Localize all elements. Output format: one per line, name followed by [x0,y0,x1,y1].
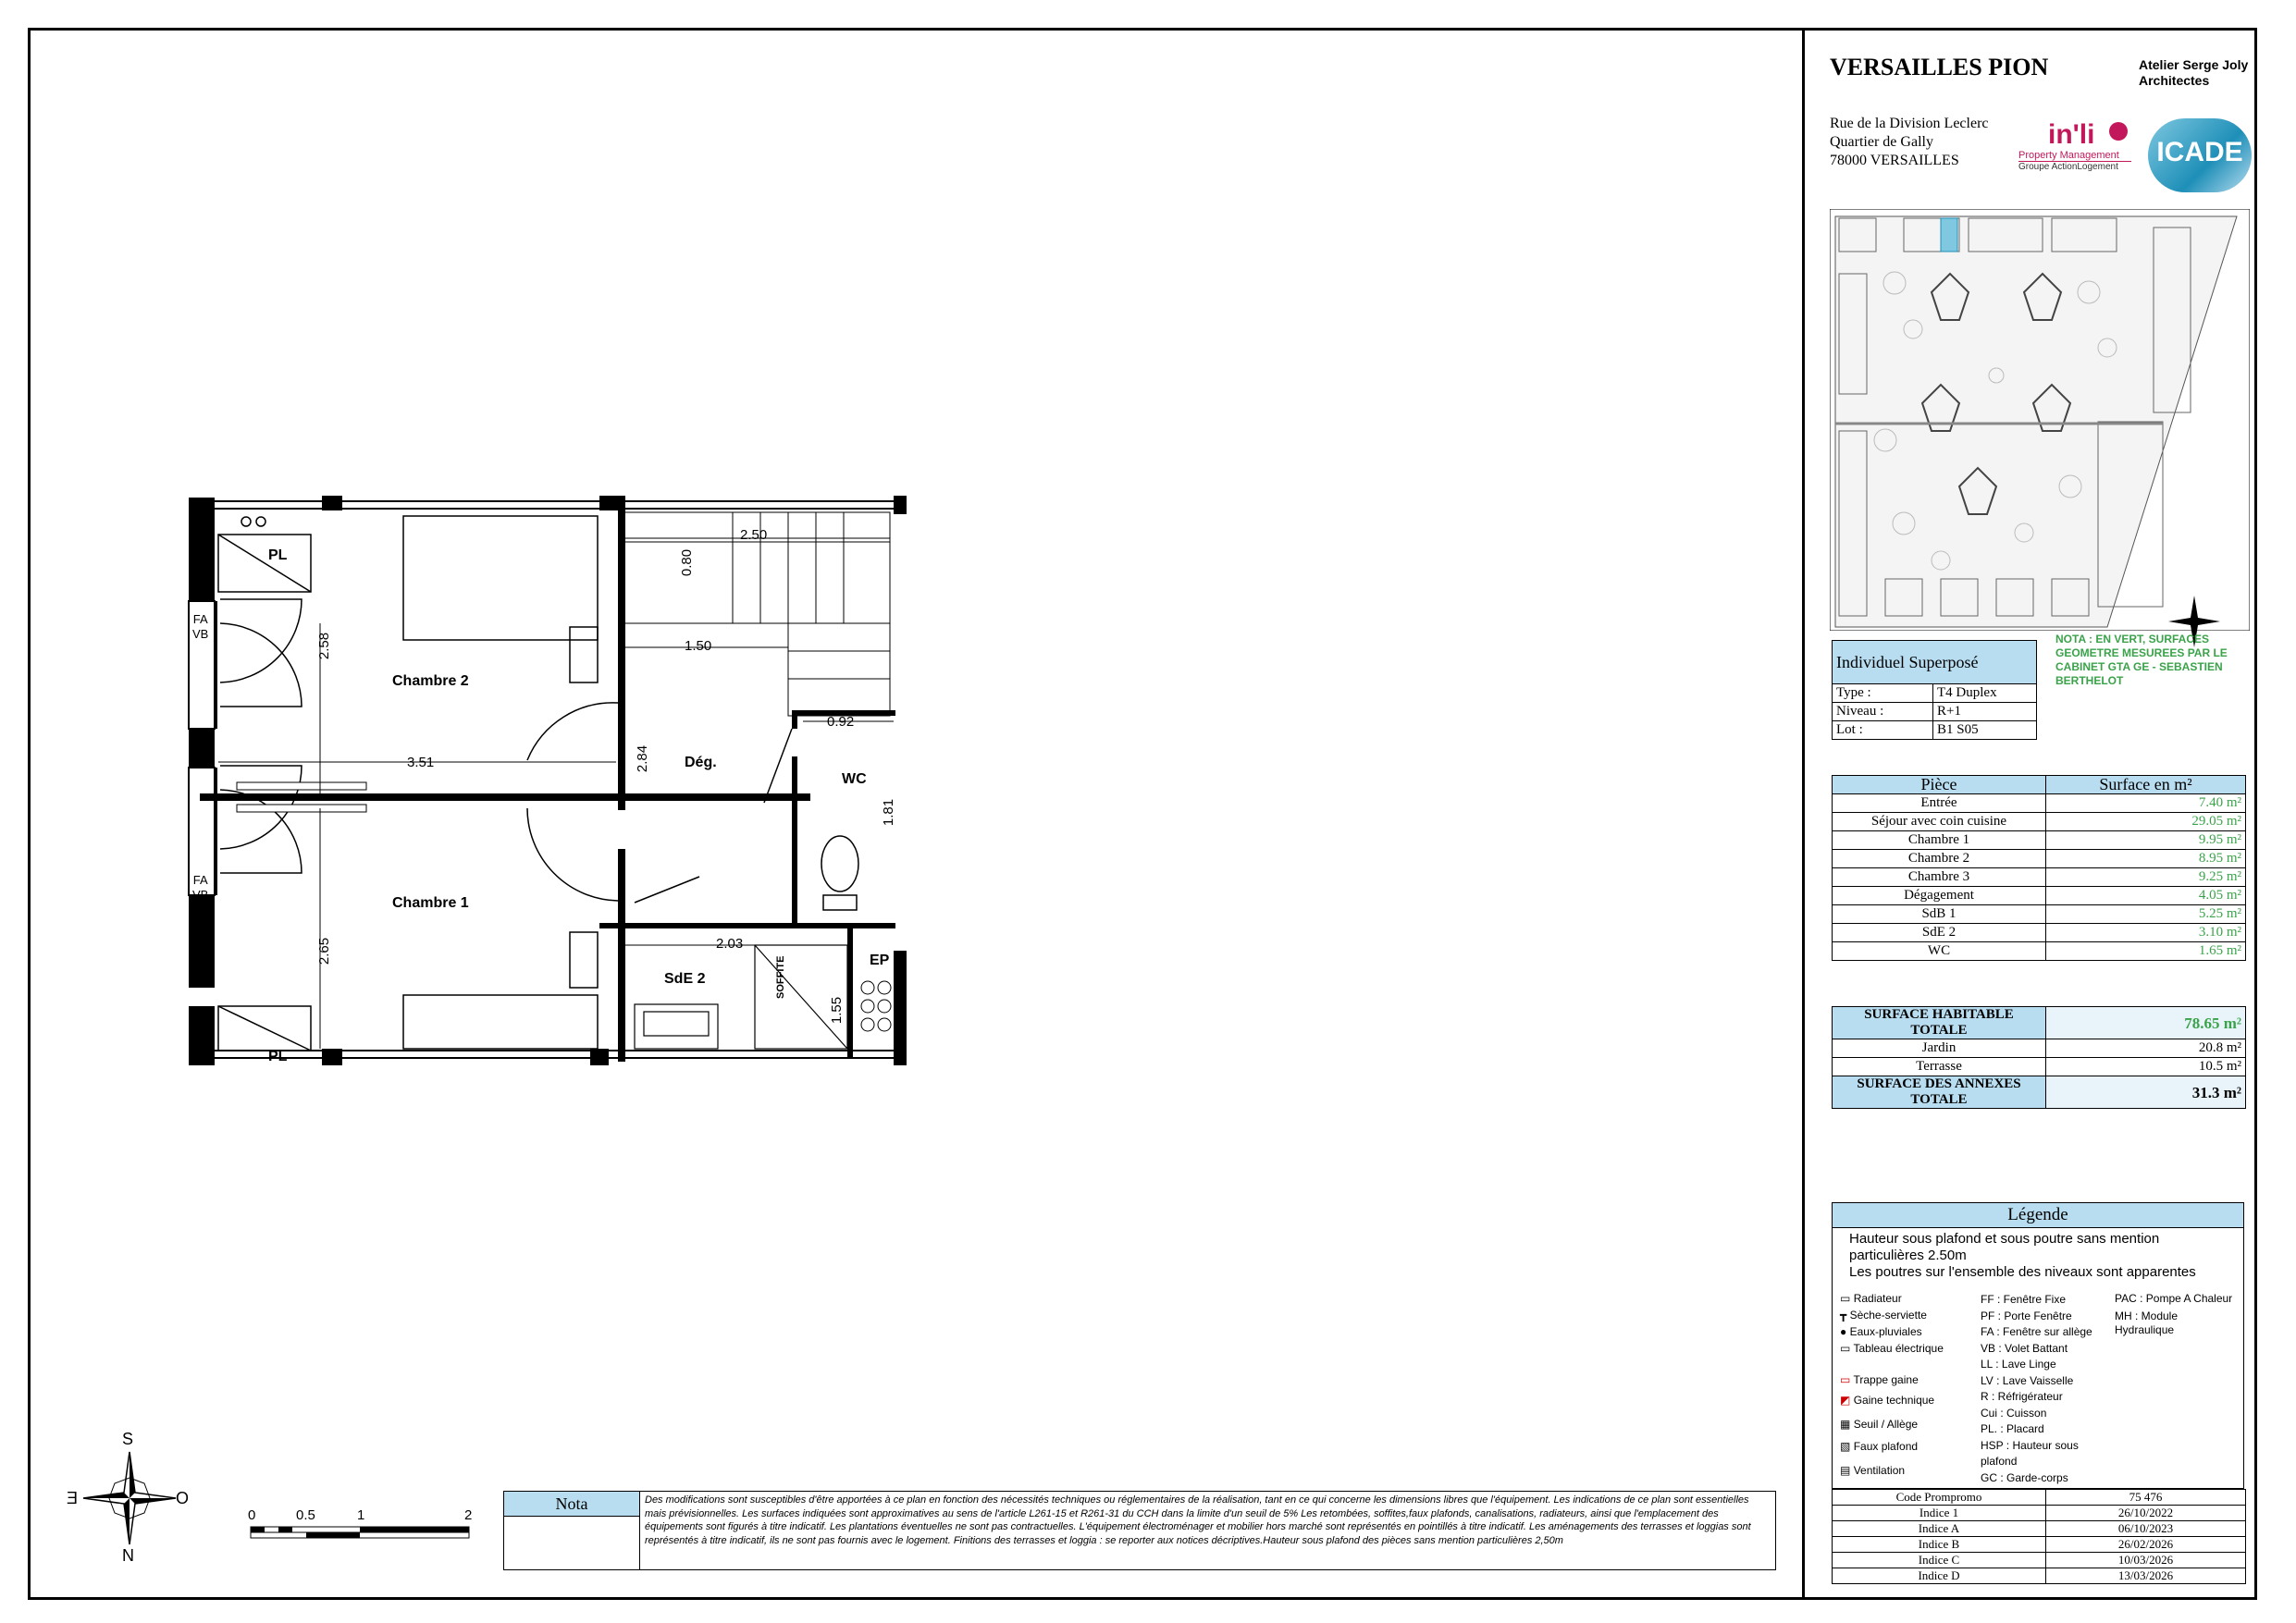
inli-logo [2015,120,2131,187]
room-area: 5.25 m² [2046,905,2246,924]
site-plan [1830,209,2250,631]
annex-total-label: SURFACE DES ANNEXES TOTALE [1833,1076,2046,1109]
table-row [1833,1058,2246,1076]
scale-bar [250,1526,472,1541]
compass-n: N [122,1546,134,1565]
dim-label: 1.81 [881,798,897,827]
surfaces-header-area: Surface en m² [2046,776,2246,794]
scale-tick: 0.5 [296,1507,315,1523]
legend-symbol-label: Tableau électrique [1853,1342,1944,1355]
threshold-icon: ▦ [1840,1418,1851,1431]
table-row [1833,1506,2246,1521]
legend-abbr: LV : Lave Vaisselle [1981,1373,2074,1387]
table-row [1833,1490,2246,1506]
table-row [1833,1521,2246,1537]
legend-symbol-label: Trappe gaine [1853,1373,1919,1386]
revision-label: Indice B [1833,1537,2046,1553]
total-value: 78.65 m² [2046,1007,2246,1039]
inli-logo-subtitle: Property Management [2018,150,2119,161]
table-row [1833,684,2037,703]
ventilation-icon: ▤ [1840,1464,1851,1477]
legend-abbr: PF : Porte Fenêtre [1981,1309,2072,1322]
table-row [1833,794,2246,813]
floor-plan [181,488,921,1117]
table-row [1833,1076,2246,1109]
table-row [1833,721,2037,740]
legend-abbreviations [1981,1292,2110,1486]
towel-dryer-icon: ┳ [1840,1309,1847,1322]
dim-label: 3.51 [407,755,435,770]
room-ep: EP [870,953,890,968]
room-area: 9.25 m² [2046,868,2246,887]
legend-symbol-label: Gaine technique [1853,1394,1935,1407]
nota-label: Nota [504,1492,640,1517]
table-row [1833,1568,2246,1584]
legend-note: Les poutres sur l'ensemble des niveaux sont apparentes [1849,1264,2196,1280]
unit-value: B1 S05 [1933,721,2037,740]
legend-abbr: LL : Lave Linge [1981,1358,2056,1371]
room-area: 7.40 m² [2046,794,2246,813]
room-area: 8.95 m² [2046,850,2246,868]
legend-note: particulières 2.50m [1849,1248,1967,1263]
scale-tick: 1 [357,1507,365,1523]
revision-value: 26/02/2026 [2046,1537,2246,1553]
legend-symbol-label: Ventilation [1853,1464,1906,1477]
window-code: VB [192,627,209,641]
unit-label: Type : [1833,684,1933,703]
window-fa-vb-bottom [192,873,208,903]
table-row [1833,942,2246,961]
legend-title: Légende [1833,1203,2243,1228]
legend-abbr: HSP : Hauteur sous plafond [1981,1438,2079,1468]
project-title: VERSAILLES PION [1830,54,2049,80]
annex-total-value: 31.3 m² [2046,1076,2246,1109]
project-address [1830,115,1989,170]
dim-label: 2.58 [316,632,333,660]
room-name: Entrée [1833,794,2046,813]
room-name: SdB 1 [1833,905,2046,924]
architect-name: Atelier Serge Joly Architectes [2139,57,2249,88]
room-area: 1.65 m² [2046,942,2246,961]
legend-abbr: GC : Garde-corps [1981,1470,2068,1484]
table-row [1833,850,2246,868]
totals-table [1832,1006,2246,1109]
address-line: 78000 VERSAILLES [1830,153,1959,168]
table-row [1833,1039,2246,1058]
legend-abbr: MH : Module Hydraulique [2115,1309,2179,1336]
inli-logo-badge [2109,122,2128,141]
legend-symbol-label: Eaux-pluviales [1849,1325,1922,1338]
dim-label: 2.84 [635,744,651,773]
room-area: 29.05 m² [2046,813,2246,831]
revision-label: Indice 1 [1833,1506,2046,1521]
closet-pl-bottom: PL [268,1049,288,1064]
legend-symbol-label: Sèche-serviette [1849,1309,1927,1322]
table-row [1833,868,2246,887]
revision-label: Code Prompromo [1833,1490,2046,1506]
annex-value: 10.5 m² [2046,1058,2246,1076]
revision-value: 13/03/2026 [2046,1568,2246,1584]
legend-symbol-label: Faux plafond [1853,1440,1919,1453]
table-row [1833,924,2246,942]
unit-info-table [1832,640,2037,740]
surfaces-table [1832,775,2246,961]
room-name: Dégagement [1833,887,2046,905]
annex-value: 20.8 m² [2046,1039,2246,1058]
address-line: Quartier de Gally [1830,134,1933,150]
room-name: Chambre 1 [1833,831,2046,850]
room-area: 4.05 m² [2046,887,2246,905]
table-row [1833,1007,2246,1039]
room-name: Séjour avec coin cuisine [1833,813,2046,831]
hatch-icon: ▭ [1840,1373,1851,1386]
revision-value: 75 476 [2046,1490,2246,1506]
dim-label: 1.55 [829,996,846,1025]
room-degagement: Dég. [685,755,717,770]
dim-label: 2.65 [316,937,333,965]
legend-abbr: PAC : Pompe A Chaleur [2115,1292,2233,1305]
compass-o: O [176,1489,190,1507]
inli-logo-text: in'li [2048,119,2095,150]
room-area: 3.10 m² [2046,924,2246,942]
compass-s: S [122,1430,134,1448]
nota-text: Des modifications sont susceptibles d'être apportées à ce plan en fonction des nécessités techniques ou réglementaires de la réalisation, tant en ce qui concerne les dimensions libres que l'équipement. Les indications de ce plan sont essentielles mais prévisionnelles. Les surfaces indiquées sont approximatives au sens de l'article L261-15 et R261-31 du CCH dans la limite d'un seuil de 5% Les retombées, soffites,faux plafonds, canalisations, radiateurs, ainsi que l'emplacement des équipements sont figurés à titre indicatif. Les plantations éventuelles ne sont pas contractuelles. L'équipement électroménager et mobilier hors marché sont représentés en pointillés à titre indicatif. Les aménagements des terrasses et loggias sont représentés à titre indicatif, ils ne sont pas fournis avec le logement. Finitions des terrasses et loggia : se reporter aux notices décriptives.Hauteur sous plafond des pièces sans mention particulières 2,50m [645,1494,1751,1546]
radiator-icon: ▭ [1840,1292,1851,1305]
electric-panel-icon: ▭ [1840,1342,1851,1355]
dim-label: 0.80 [679,548,696,577]
address-line: Rue de la Division Leclerc [1830,116,1989,131]
legend-abbr: Cui : Cuisson [1981,1406,2047,1420]
table-row [1833,813,2246,831]
table-row [1833,831,2246,850]
unit-title: Individuel Superposé [1833,641,2037,684]
room-area: 9.95 m² [2046,831,2246,850]
scale-tick: 0 [248,1507,256,1523]
dim-label: 2.50 [740,527,768,543]
nota-box [503,1491,1776,1570]
dim-label: 2.03 [716,936,744,952]
legend-symbol-label: Seuil / Allège [1853,1418,1919,1431]
table-row [1833,703,2037,721]
dim-label: 0.92 [827,714,855,730]
tech-shaft-icon: ◩ [1840,1394,1851,1407]
soffite-label: SOFFITE [775,955,786,999]
table-row [1833,1537,2246,1553]
dim-label: 1.50 [685,638,712,654]
revision-label: Indice D [1833,1568,2046,1584]
legend-abbreviations-2 [2115,1292,2235,1337]
unit-value: R+1 [1933,703,2037,721]
false-ceiling-icon: ▧ [1840,1440,1851,1453]
compass-e: E [67,1489,79,1507]
revision-label: Indice A [1833,1521,2046,1537]
surfaces-header-room: Pièce [1833,776,2046,794]
room-chambre-1: Chambre 1 [392,895,469,911]
window-code: VB [192,888,209,902]
room-wc: WC [842,771,867,787]
window-code: FA [192,873,208,887]
room-chambre-2: Chambre 2 [392,673,469,689]
legend-abbr: R : Réfrigérateur [1981,1390,2063,1403]
scale-tick: 2 [464,1507,473,1523]
sidebar-divider [1802,28,1805,1600]
revision-value: 06/10/2023 [2046,1521,2246,1537]
legend-symbol-label: Radiateur [1853,1292,1902,1305]
legend-abbr: PL. : Placard [1981,1422,2044,1435]
unit-label: Lot : [1833,721,1933,740]
annex-label: Jardin [1833,1039,2046,1058]
table-row [1833,905,2246,924]
room-name: WC [1833,942,2046,961]
inli-logo-group: Groupe ActionLogement [2018,161,2131,172]
legend-notes [1849,1231,2196,1281]
room-sde-2: SdE 2 [664,971,706,987]
icade-logo [2148,118,2252,192]
legend-abbr: FA : Fenêtre sur allège [1981,1325,2092,1338]
room-name: SdE 2 [1833,924,2046,942]
closet-pl-top: PL [268,547,288,563]
table-row [1833,1553,2246,1568]
table-row [1833,887,2246,905]
revision-value: 26/10/2022 [2046,1506,2246,1521]
revisions-table [1832,1489,2246,1584]
unit-value: T4 Duplex [1933,684,2037,703]
icade-logo-text: ICADE [2156,137,2243,167]
revision-value: 10/03/2026 [2046,1553,2246,1568]
legend-note: Hauteur sous plafond et sous poutre sans mention [1849,1231,2160,1247]
total-label: SURFACE HABITABLE TOTALE [1833,1007,2046,1039]
window-code: FA [192,612,208,626]
room-name: Chambre 2 [1833,850,2046,868]
annex-label: Terrasse [1833,1058,2046,1076]
legend-abbr: FF : Fenêtre Fixe [1981,1293,2067,1306]
legend-abbr: VB : Volet Battant [1981,1341,2068,1355]
rain-pipe-icon: ● [1840,1325,1847,1338]
revision-label: Indice C [1833,1553,2046,1568]
nota-divider [639,1492,640,1569]
unit-label: Niveau : [1833,703,1933,721]
site-note: NOTA : EN VERT, SURFACES GEOMETRE MESUREES PAR LE CABINET GTA GE - SEBASTIEN BERTHELOT [2055,633,2228,687]
legend [1832,1202,2244,1489]
room-name: Chambre 3 [1833,868,2046,887]
window-fa-vb-top [192,612,208,642]
